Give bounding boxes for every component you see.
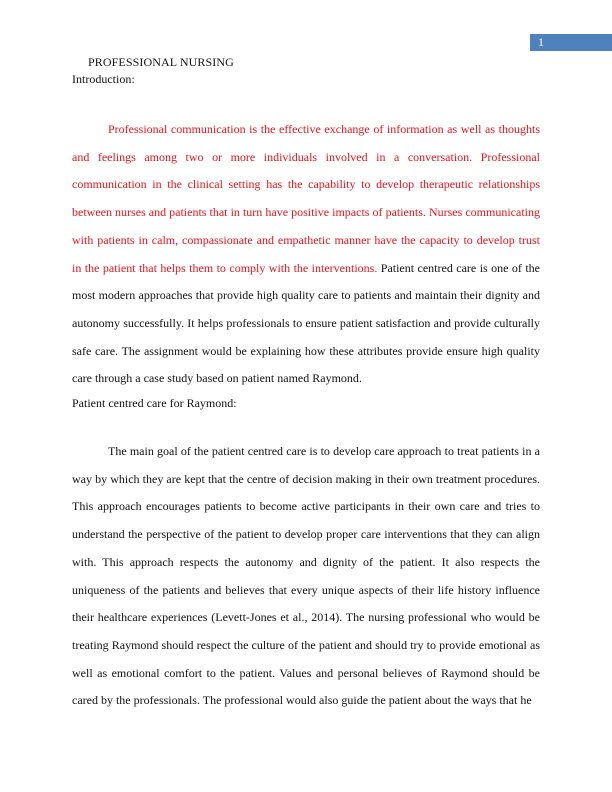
patient-centred-care-paragraph bbox=[72, 438, 540, 715]
running-head: PROFESSIONAL NURSING bbox=[88, 55, 234, 69]
paragraph-text: The main goal of the patient centred care is to develop care approach to treat patients in a way by which they are kept that the centre of decision making in their own treatment procedures. This approach encourages patients to become active participants in their own care and tries to understand the perspective of the patient to develop proper care interventions that they can align with. This approach respects the autonomy and dignity of the patient. It also respects the uniqueness of the patients and believes that every unique aspects of their life history influence their healthcare experiences (Levett-Jones et al., 2014). The nursing professional who would be treating Raymond should respect the culture of the patient and should try to provide emotional as well as emotional comfort to the patient. Values and personal believes of Raymond should be cared by the professionals. The professional would also guide the patient about the ways that he bbox=[72, 444, 540, 708]
introduction-paragraph bbox=[72, 116, 540, 393]
introduction-heading: Introduction: bbox=[72, 72, 135, 86]
page-number: 1 bbox=[538, 35, 544, 49]
patient-centred-care-heading: Patient centred care for Raymond: bbox=[72, 396, 237, 410]
highlighted-text: Professional communication is the effective exchange of information as well as thoughts and feelings among two or more individuals involved in a conversation. Professional communication in the clinical setting has the capability to develop therapeutic relationships between nurses and patients that in turn have positive impacts of patients. Nurses communicating with patients in calm, compassionate and empathetic manner have the capacity to develop trust in the patient that helps them to comply with the interventions. bbox=[72, 122, 540, 275]
paragraph-text: Patient centred care is one of the most modern approaches that provide high quality care to patients and maintain their dignity and autonomy successfully. It helps professionals to ensure patient satisfaction and provide culturally safe care. The assignment would be explaining how these attributes provide ensure high quality care through a case study based on patient named Raymond. bbox=[72, 260, 540, 386]
